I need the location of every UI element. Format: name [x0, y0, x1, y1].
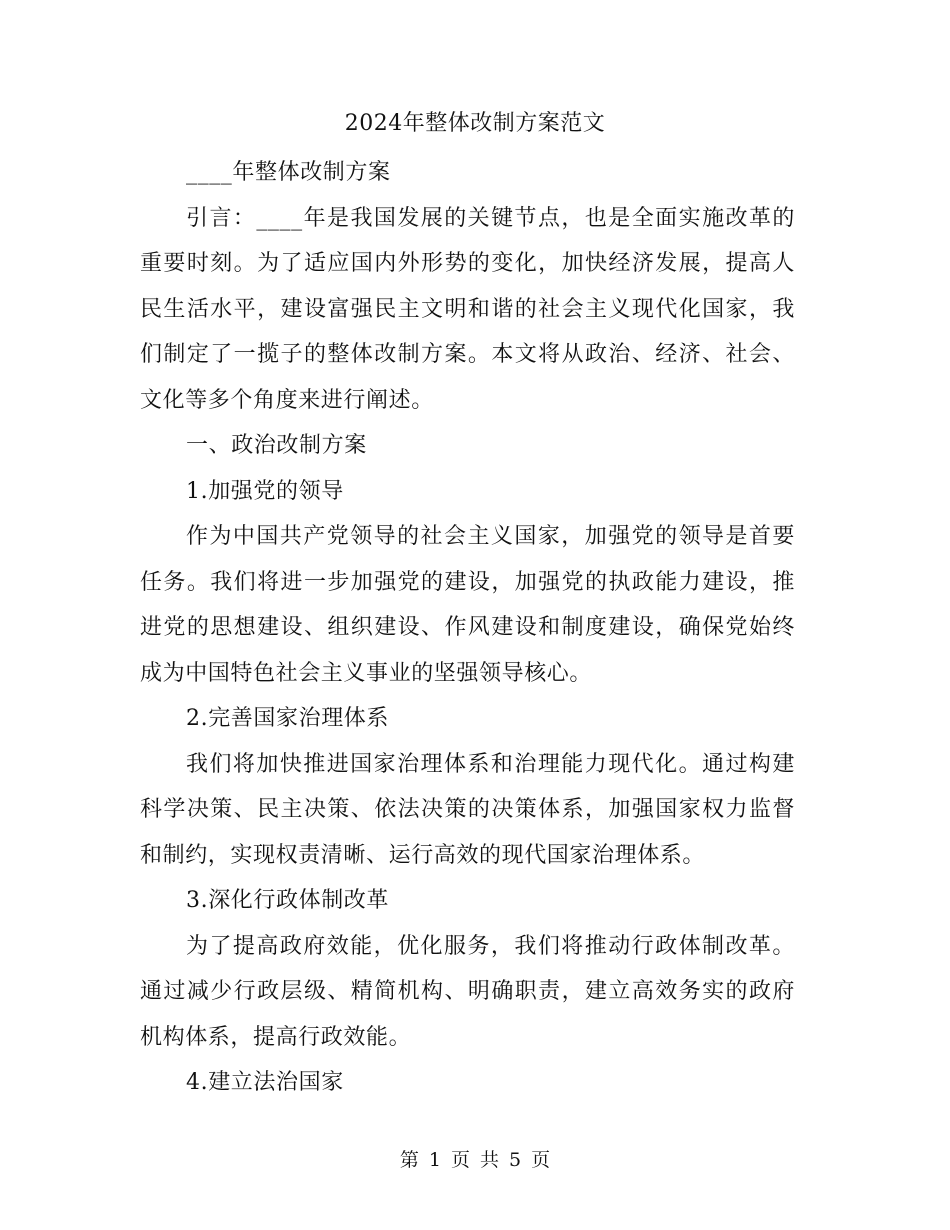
subheading-1: 1.加强党的领导	[186, 478, 344, 504]
subheading-3: 3.深化行政体制改革	[186, 888, 389, 913]
intro-paragraph: 引言：____年是我国发展的关键节点，也是全面实施改革的重要时刻。为了适应国内外形势的变化，加快经济发展，提高人民生活水平，建设富强民主文明和谐的社会主义现代化国家，我们制定了一揽子的整体改制方案。本文将从政治、经济、社会、文化等多个角度来进行阐述。	[140, 205, 795, 413]
paragraph-2: 我们将加快推进国家治理体系和治理能力现代化。通过构建科学决策、民主决策、依法决策的决策体系，加强国家权力监督和制约，实现权责清晰、运行高效的现代国家治理体系。	[140, 751, 795, 868]
section-heading-politics: 一、政治改制方案	[186, 433, 367, 458]
paragraph-3: 为了提高政府效能，优化服务，我们将推动行政体制改革。通过减少行政层级、精简机构、明确职责，建立高效务实的政府机构体系，提高行政效能。	[140, 933, 795, 1050]
paragraph-1: 作为中国共产党领导的社会主义国家，加强党的领导是首要任务。我们将进一步加强党的建设，加强党的执政能力建设，推进党的思想建设、组织建设、作风建设和制度建设，确保党始终成为中国特色社会主义事业的坚强领导核心。	[140, 524, 795, 686]
document-title: 2024年整体改制方案范文	[344, 111, 606, 136]
subheading-2: 2.完善国家治理体系	[186, 706, 389, 731]
subheading-4: 4.建立法治国家	[186, 1070, 344, 1095]
document-body	[140, 150, 795, 1106]
subtitle-paragraph: ____年整体改制方案	[186, 160, 391, 185]
page-footer: 第 1 页 共 5 页	[399, 1149, 551, 1171]
